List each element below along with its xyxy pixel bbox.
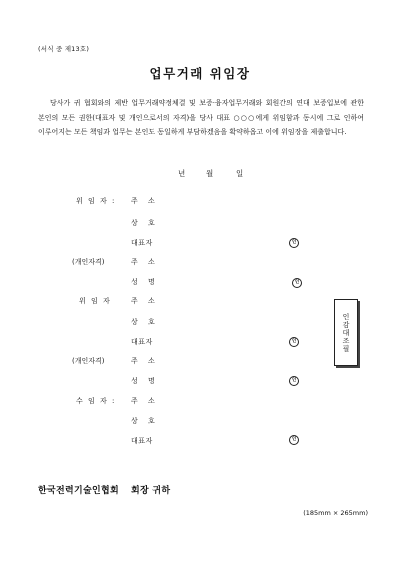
party2-company-label: 상 호 [131,318,159,326]
personal2-seal-mark: 인 [289,376,299,386]
personal1-label: (개인자격) [72,258,105,266]
recipient-organization: 한국전력기술인협회 [38,486,119,496]
personal2-label: (개인자격) [72,357,105,365]
party1-address-label: 주 소 [131,197,159,205]
body-paragraph: 당사가 귀 협회와의 제반 업무거래약정체결 및 보증·융자업무거래와 회원간의 연대 보증입보에 관한 본인의 모든 권한(대표자 및 개인으로서의 자격)을 당사 대표 ○○○에게 위임함과 동시에 그로 인하여 이루어지는 모든 책임과 업무는 본인도 동일하게 부담하겠음을 확약하옵고 이에 위임장을 제출합니다. [38,99,364,136]
party2-label: 위 임 자 [79,297,112,305]
recipient-addressee: 회장 귀하 [130,486,171,496]
date-year-label: 년 [178,169,186,178]
document-title: 업무거래 위임장 [149,66,251,81]
party2-address-label: 주 소 [131,297,159,305]
personal1-seal-mark: 인 [292,278,302,288]
party1-label: 위 임 자 : [76,197,116,205]
personal1-address-label: 주 소 [131,258,159,266]
party2-seal-mark: 인 [289,337,299,347]
personal2-address-label: 주 소 [131,357,159,365]
personal2-name-label: 성 명 [131,377,159,385]
party3-company-label: 상 호 [131,417,159,425]
party1-seal-mark: 인 [289,238,299,248]
party1-company-label: 상 호 [131,219,159,227]
party3-representative-label: 대표자 [131,437,153,445]
seal-verification-box [334,299,358,366]
party3-address-label: 주 소 [131,397,159,405]
party3-seal-mark: 인 [289,435,299,445]
party2-representative-label: 대표자 [131,338,153,346]
personal1-name-label: 성 명 [131,278,159,286]
date-month-label: 월 [206,169,214,178]
paper-size-note: (185mm × 265mm) [303,509,368,517]
date-day-label: 일 [236,169,244,178]
form-number: (서식 중 제13호) [38,45,90,53]
recipient-line [38,483,182,496]
party1-representative-label: 대표자 [131,239,153,247]
seal-verification-label: 인감대조필 [342,312,350,353]
party3-label: 수 임 자 : [76,397,116,405]
